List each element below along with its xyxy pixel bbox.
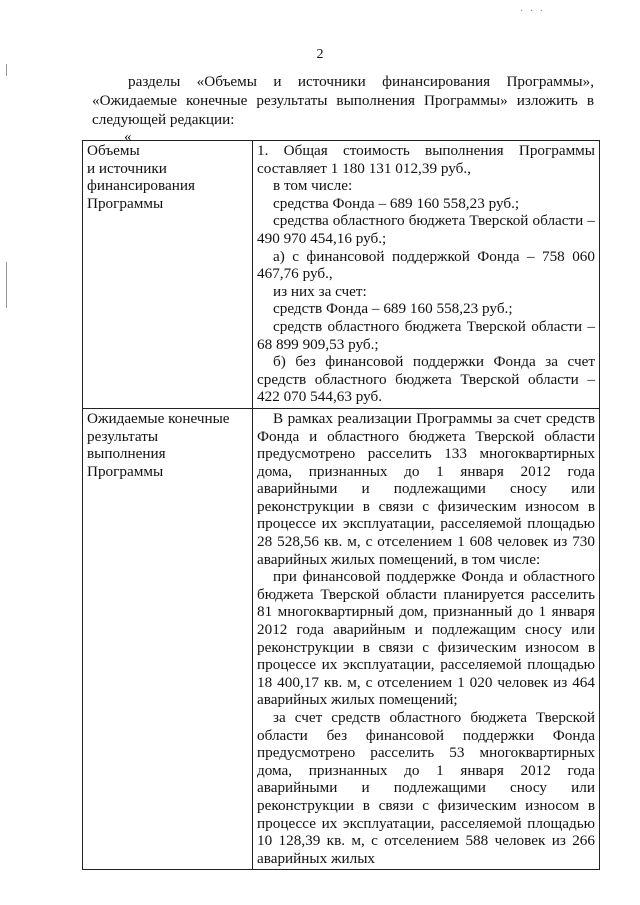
row-label-results — [83, 408, 253, 869]
page-number: 2 — [316, 47, 324, 62]
table-row-financing — [83, 141, 600, 409]
results-overview: В рамках реализации Программы за счет средств Фонда и областного бюджета Тверской области предусмотрено расселить 133 многоквартирных дома, признанных до 1 января 2012 года аварийными и подлежащими сносу или реконструкции в связи с физическим износом в процессе их эксплуатации, расселяемой площадью 28 528,56 кв. м, с отселением 1 608 человек из 730 аварийных жилых помещений, в том числе: — [257, 409, 595, 568]
financing-of-which: из них за счет: — [273, 282, 367, 300]
row-label-line: Программы — [87, 462, 164, 480]
opening-quote: « — [124, 129, 132, 145]
intro-paragraph — [92, 72, 594, 129]
results-with-fund-support: при финансовой поддержке Фонда и областного бюджета Тверской области планируется расселить 81 многоквартирный дом, признанный до 1 января 2012 года аварийным и подлежащим сносу или реконструкции в связи с физическим износом в процессе их эксплуатации, расселяемой площадью 18 400,17 кв. м, с отселением 1 020 человек из 464 аварийных жилых помещений; — [257, 568, 595, 709]
financing-without-fund-support: б) без финансовой поддержки Фонда за счет средств областного бюджета Тверской области – 422 070 544,63 руб. — [257, 353, 595, 406]
row-label-line: Программы — [87, 194, 164, 212]
row-label-line: результаты — [87, 427, 159, 445]
financing-regional-budget: средства областного бюджета Тверской области – 490 970 454,16 руб.; — [257, 212, 595, 247]
row-label-line: и источники — [87, 159, 167, 177]
scan-corner-mark: · · · — [520, 6, 545, 17]
scan-margin-mark-top — [6, 64, 7, 76]
row-content-financing — [253, 141, 600, 409]
row-label-line: финансирования — [87, 177, 195, 195]
scan-margin-mark-middle — [6, 262, 7, 308]
table-row-results — [83, 408, 600, 869]
row-label-financing — [83, 141, 253, 409]
financing-fund-funds: средств Фонда – 689 160 558,23 руб.; — [273, 300, 513, 318]
financing-fund: средства Фонда – 689 160 558,23 руб.; — [273, 194, 520, 212]
intro-text: разделы «Объемы и источники финансирования Программы», «Ожидаемые конечные результаты выполнения Программы» изложить в следующей редакции: — [92, 73, 594, 128]
row-content-results — [253, 408, 600, 869]
program-table — [82, 140, 600, 870]
row-label-line: Объемы — [87, 142, 140, 159]
financing-total: 1. Общая стоимость выполнения Программы составляет 1 180 131 012,39 руб., — [257, 142, 595, 177]
financing-including: в том числе: — [273, 177, 353, 195]
results-without-fund-support: за счет средств областного бюджета Тверской области без финансовой поддержки Фонда предусмотрено расселить 53 многоквартирных дома, признанных до 1 января 2012 года аварийными и подлежащими сносу или реконструкции в связи с физическим износом в процессе их эксплуатации, расселяемой площадью 10 128,39 кв. м, с отселением 588 человек из 266 аварийных жилых — [257, 709, 595, 867]
financing-with-fund-support: а) с финансовой поддержкой Фонда – 758 060 467,76 руб., — [257, 247, 595, 283]
row-label-line: выполнения — [87, 445, 166, 463]
financing-regional-funds: средств областного бюджета Тверской области – 68 899 909,53 руб.; — [257, 317, 595, 353]
row-label-line: Ожидаемые конечные — [87, 409, 230, 427]
